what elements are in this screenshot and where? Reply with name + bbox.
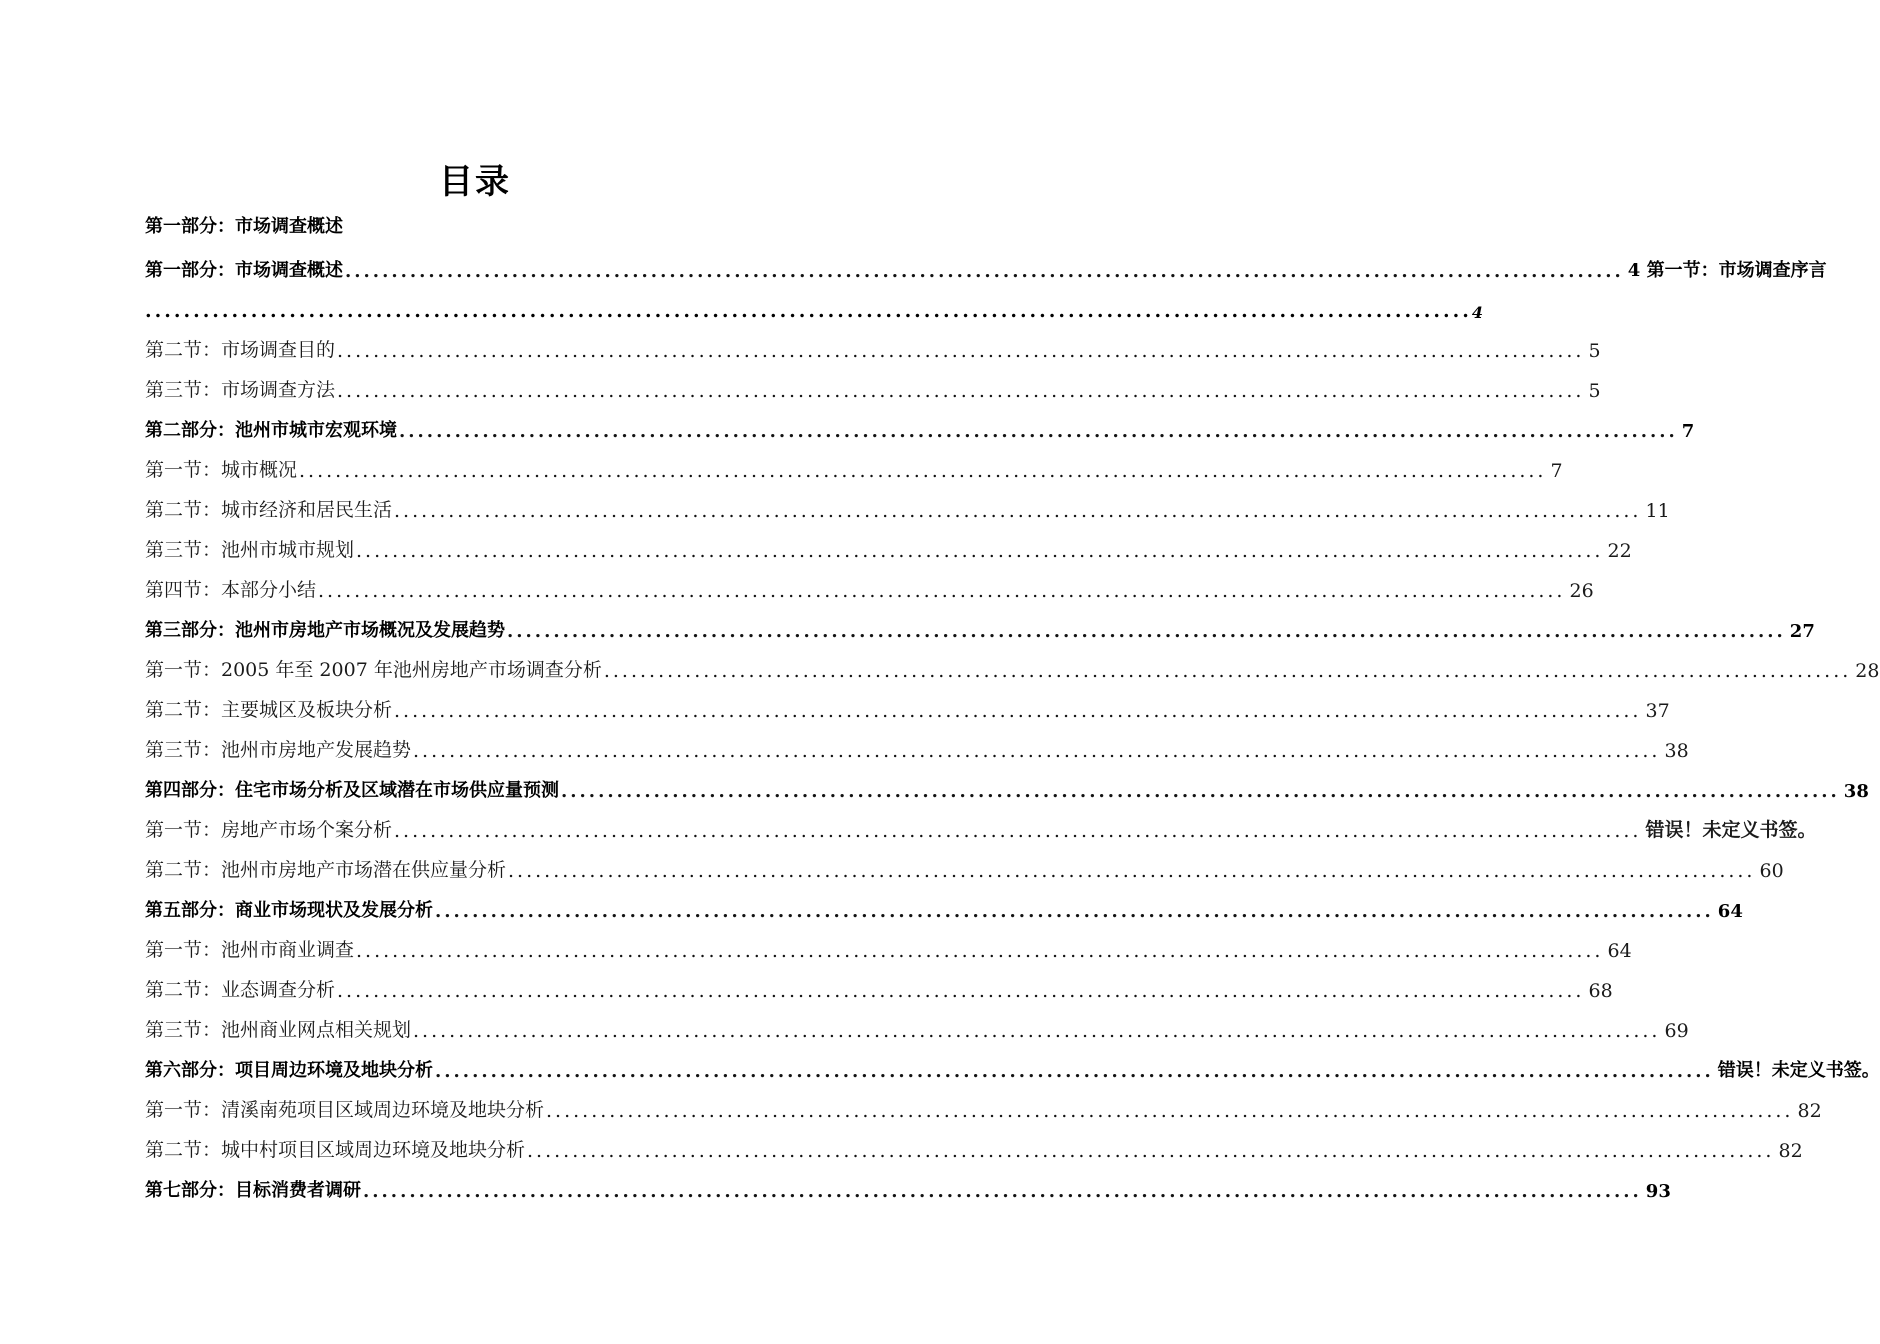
toc-dot-leader: .......................................................................................................................................... <box>356 540 1604 562</box>
toc-entry[interactable] <box>145 492 1670 522</box>
toc-entry-mid: 4 第一节：市场调查序言 <box>1627 260 1827 281</box>
toc-entry-part[interactable] <box>145 1052 1880 1082</box>
toc-entry-page: 82 <box>1797 1100 1822 1122</box>
toc-entry-label: 第七部分：目标消费者调研 <box>145 1180 361 1201</box>
toc-dot-leader: .......................................................................................................................................... <box>394 500 1642 522</box>
toc-entry-label: 第二节：城市经济和居民生活 <box>145 499 393 521</box>
toc-entry-part[interactable] <box>145 772 1869 802</box>
toc-entry-label: 第四节：本部分小结 <box>145 579 317 601</box>
toc-entry-label: 第三节：池州市房地产发展趋势 <box>145 739 412 761</box>
toc-entry-page: 11 <box>1645 500 1670 522</box>
toc-dot-leader: .......................................................................................................................................... <box>546 1100 1794 1122</box>
toc-entry-label: 第三节：市场调查方法 <box>145 379 336 401</box>
toc-entry-label: 第三部分：池州市房地产市场概况及发展趋势 <box>145 620 505 641</box>
toc-entry[interactable] <box>145 1012 1689 1042</box>
toc-entry[interactable] <box>145 1092 1822 1122</box>
toc-entry-label: 第一节：房地产市场个案分析 <box>145 819 393 841</box>
toc-dot-leader: .......................................................................................................................................... <box>337 340 1585 362</box>
toc-entry[interactable] <box>145 532 1632 562</box>
toc-entry-page: 4 <box>1471 303 1483 322</box>
toc-entry[interactable] <box>145 372 1601 402</box>
toc-entry-part-one[interactable] <box>145 252 1827 282</box>
toc-title: 目录 <box>439 162 511 202</box>
toc-entry-label: 第一节：池州市商业调查 <box>145 939 355 961</box>
toc-entry[interactable] <box>145 332 1601 362</box>
toc-entry-part[interactable] <box>145 612 1815 642</box>
toc-entry-page: 7 <box>1550 460 1563 482</box>
toc-dot-leader: .......................................................................................................................................... <box>413 1020 1661 1042</box>
toc-entry-page: 38 <box>1664 740 1689 762</box>
toc-dot-leader: .......................................................................................................................................... <box>507 621 1786 642</box>
toc-entry-page: 64 <box>1607 940 1632 962</box>
toc-dot-leader: .......................................................................................................................................... <box>561 781 1840 802</box>
toc-dot-leader: .......................................................................................................................................... <box>345 261 1624 282</box>
toc-entry-page: 26 <box>1569 580 1594 602</box>
toc-entry-page: 68 <box>1588 980 1613 1002</box>
toc-entry-label: 第二节：主要城区及板块分析 <box>145 699 393 721</box>
toc-entry[interactable] <box>145 452 1563 482</box>
toc-entry-part[interactable] <box>145 1172 1671 1202</box>
toc-entry[interactable] <box>145 932 1632 962</box>
toc-entry-label: 第三节：池州市城市规划 <box>145 539 355 561</box>
toc-dot-leader: .......................................................................................................................................... <box>435 901 1714 922</box>
toc-dot-leader: .......................................................................................................................................... <box>394 700 1642 722</box>
toc-entry-label: 第二部分：池州市城市宏观环境 <box>145 420 397 441</box>
toc-dot-leader: .......................................................................................................................................... <box>399 421 1678 442</box>
toc-entry-label: 第二节：池州市房地产市场潜在供应量分析 <box>145 859 507 881</box>
toc-entry-label: 第二节：市场调查目的 <box>145 339 336 361</box>
toc-entry-label: 第一节：2005 年至 2007 年池州房地产市场调查分析 <box>145 659 602 681</box>
toc-entry-page: 27 <box>1789 621 1815 642</box>
toc-entry-page: 37 <box>1645 700 1670 722</box>
toc-entry[interactable] <box>145 652 1880 682</box>
toc-dot-leader: .......................................................................................................................................... <box>508 860 1756 882</box>
toc-entry-label: 第六部分：项目周边环境及地块分析 <box>145 1060 433 1081</box>
toc-dot-leader: .......................................................................................................................................... <box>356 940 1604 962</box>
toc-entry-label: 第一部分：市场调查概述 <box>145 260 343 281</box>
toc-entry[interactable] <box>145 1132 1803 1162</box>
toc-entry-page: 38 <box>1843 781 1869 802</box>
toc-entry-label: 第五部分：商业市场现状及发展分析 <box>145 900 433 921</box>
toc-entry[interactable] <box>145 692 1670 722</box>
toc-entry[interactable] <box>145 852 1784 882</box>
toc-entry-page: 5 <box>1588 380 1601 402</box>
toc-entry-label: 第四部分：住宅市场分析及区域潜在市场供应量预测 <box>145 780 559 801</box>
toc-dot-leader: .......................................................................................................................................... <box>603 660 1852 682</box>
toc-dot-leader: .......................................................................................................................................... <box>435 1061 1714 1082</box>
toc-entry-page: 82 <box>1778 1140 1803 1162</box>
toc-entry-page-error: 错误！未定义书签。 <box>1717 1060 1880 1081</box>
toc-dot-leader: .......................................................................................................................................... <box>337 980 1585 1002</box>
toc-dot-leader: .......................................................................................................................................... <box>363 1181 1642 1202</box>
toc-dot-leader: .......................................................................................................................................... <box>413 740 1661 762</box>
toc-entry-page: 69 <box>1664 1020 1689 1042</box>
toc-entry-label: 第一节：清溪南苑项目区域周边环境及地块分析 <box>145 1099 545 1121</box>
toc-entry-part[interactable] <box>145 412 1695 442</box>
toc-entry-preface-continuation[interactable] <box>145 298 1483 322</box>
toc-entry[interactable] <box>145 972 1613 1002</box>
toc-dot-leader: .......................................................................................................................................... <box>337 380 1585 402</box>
toc-entry-page: 60 <box>1759 860 1784 882</box>
toc-entry-page: 5 <box>1588 340 1601 362</box>
toc-dot-leader: .......................................................................................................................................... <box>318 580 1566 602</box>
toc-entry[interactable] <box>145 812 1817 842</box>
toc-dot-leader: .......................................................................................................................................... <box>145 300 1472 322</box>
toc-entry[interactable] <box>145 732 1689 762</box>
toc-entry-label: 第二节：业态调查分析 <box>145 979 336 1001</box>
toc-dot-leader: .......................................................................................................................................... <box>394 820 1642 842</box>
toc-entry-page-error: 错误！未定义书签。 <box>1645 819 1817 841</box>
toc-dot-leader: .......................................................................................................................................... <box>299 460 1547 482</box>
toc-entry-label: 第一节：城市概况 <box>145 459 298 481</box>
toc-entry-page: 93 <box>1645 1181 1671 1202</box>
toc-entry-page: 28 <box>1855 660 1880 682</box>
toc-entry-page: 22 <box>1607 540 1632 562</box>
toc-entry-label: 第三节：池州商业网点相关规划 <box>145 1019 412 1041</box>
toc-entry-page: 7 <box>1681 421 1695 442</box>
toc-dot-leader: .......................................................................................................................................... <box>527 1140 1775 1162</box>
toc-entry-part[interactable] <box>145 892 1743 922</box>
toc-entry-label: 第二节：城中村项目区域周边环境及地块分析 <box>145 1139 526 1161</box>
toc-entry-page: 64 <box>1717 901 1743 922</box>
toc-entry[interactable] <box>145 572 1594 602</box>
part-one-heading: 第一部分：市场调查概述 <box>145 216 343 237</box>
